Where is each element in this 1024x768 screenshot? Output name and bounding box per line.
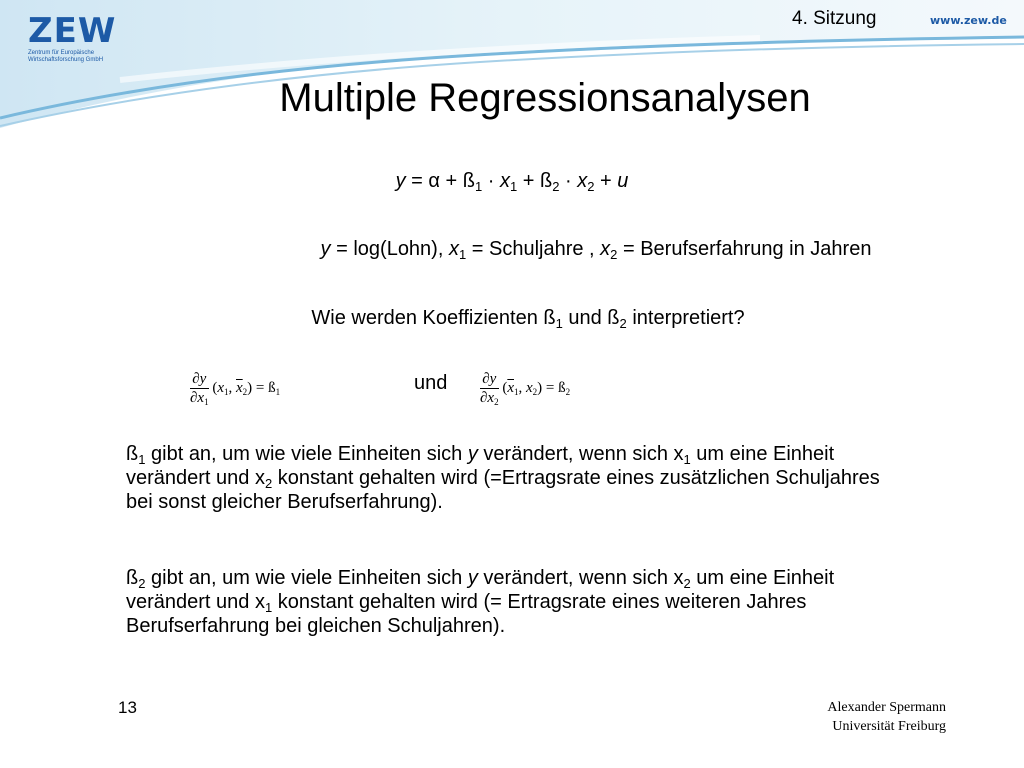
- partial-derivative-beta1: $\frac{\partial y}{\partial x_1}$ ($x_1$, $\overline{x}_2$) = $ß_1$: [190, 371, 281, 407]
- interpretation-question: Wie werden Koeffizienten $ß_1$ und $ß_2$ interpretiert?: [311, 307, 745, 331]
- beta2-interpretation: $ß_2$ gibt an, um wie viele Einheiten sich y verändert, wenn sich $x_2$ um eine Einheit verändert und $x_1$ konstant gehalten wird (= Ertragsrate eines weiteren Jahres Berufserfahrung bei gleichen Schuljahren).: [126, 567, 835, 637]
- session-label: 4. Sitzung: [792, 8, 877, 29]
- regression-equation: $y = \alpha + ß_1 \cdot x_1$ + $ß_2 \cdot x_2 + u$: [395, 170, 629, 194]
- partial-derivative-beta2: $\frac{\partial y}{\partial x_2}$ ($\overline{x}_1$, $x_2$) = $ß_2$: [480, 371, 571, 407]
- logo-subtitle: Zentrum für Europäische Wirtschaftsforschung GmbH: [28, 50, 104, 63]
- slide-title: Multiple Regressionsanalysen: [279, 76, 811, 120]
- page-number: 13: [118, 698, 137, 717]
- author-affiliation: Universität Freiburg: [832, 719, 946, 734]
- und-label: und: [414, 372, 448, 394]
- logo-wordmark: ZEW: [28, 11, 117, 51]
- author-name: Alexander Spermann: [827, 700, 946, 715]
- website-url: www.zew.de: [930, 14, 1007, 27]
- zew-logo: [28, 11, 118, 64]
- variable-definitions: y = log(Lohn), $x_1$ = Schuljahre , $x_2$ = Berufserfahrung in Jahren: [320, 238, 872, 262]
- beta1-interpretation: $ß_1$ gibt an, um wie viele Einheiten sich y verändert, wenn sich $x_1$ um eine Einheit verändert und $x_2$ konstant gehalten wird (=Ertragsrate eines zusätzlichen Schuljahres bei sonst gleicher Berufserfahrung).: [126, 443, 880, 513]
- author-block: [827, 698, 946, 736]
